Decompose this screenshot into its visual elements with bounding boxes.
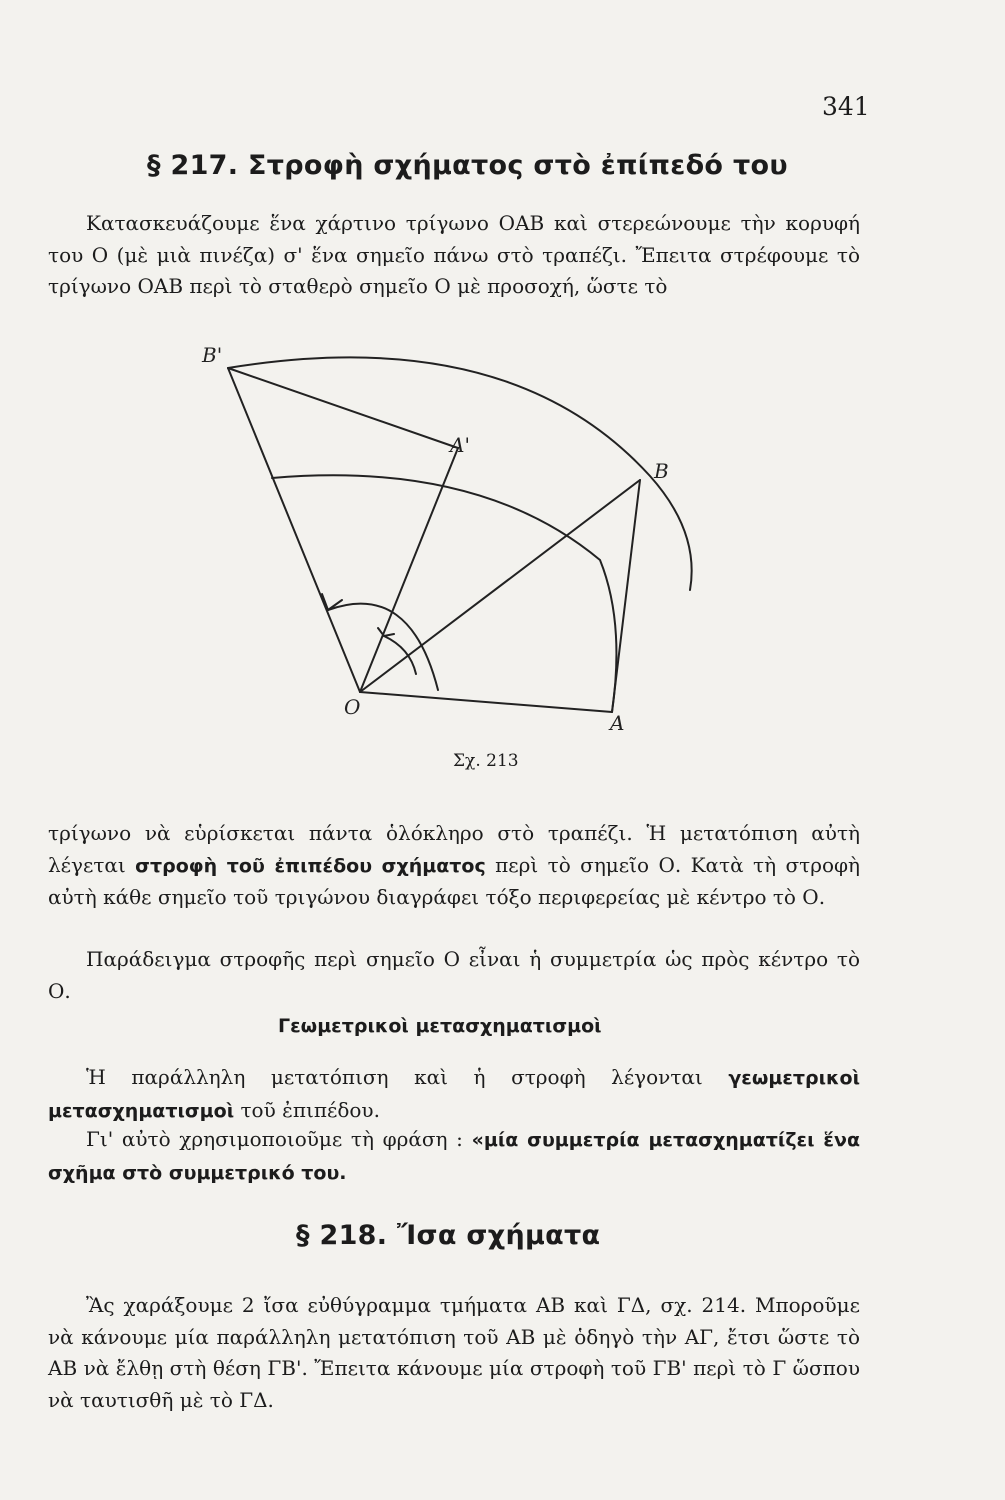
section-218-paragraph-1 [48,1290,860,1416]
page-number: 341 [822,92,870,121]
subsection-paragraph-1 [48,1062,860,1127]
section-217-title: § 217. Στροφὴ σχήματος στὸ ἐπίπεδό του [147,150,788,181]
label-B-prime: B' [202,343,223,367]
label-O: O [344,695,361,719]
segment-OA [360,692,612,712]
label-A: A [610,711,625,735]
figure-213 [180,322,720,742]
paragraph-text: Ἂς χαράξουμε 2 ἴσα εὐθύγραμμα τμήματα ΑΒ καὶ ΓΔ, σχ. 214. Μποροῦμε νὰ κάνουμε μία παράλληλη μετατόπιση τοῦ ΑΒ μὲ ὁδηγὸ τὴν ΑΓ, ἔτσι ὥστε τὸ ΑΒ νὰ ἔλθῃ στὴ θέση ΓΒ'. Ἔπειτα κάνουμε μία στροφὴ τοῦ ΓΒ' περὶ τὸ Γ ὥσπου νὰ ταυτισθῆ μὲ τὸ ΓΔ. [48,1293,860,1412]
figure-caption: Σχ. 213 [453,751,519,771]
paragraph-text: Κατασκευάζουμε ἕνα χάρτινο τρίγωνο ΟΑΒ καὶ στερεώνουμε τὴν κορυφή του Ο (μὲ μιὰ πινέζα) σ' ἕνα σημεῖο πάνω στὸ τραπέζι. Ἔπειτα στρέφουμε τὸ τρίγωνο ΟΑΒ περὶ τὸ σταθερὸ σημεῖο Ο μὲ προσοχή, ὥστε τὸ [48,211,860,298]
rotation-arc-large [328,604,438,690]
label-B: B [654,459,669,483]
rotation-arc-small [384,636,416,674]
paragraph-text: Παράδειγμα στροφῆς περὶ σημεῖο Ο εἶναι ἡ συμμετρία ὡς πρὸς κέντρο τὸ Ο. [48,947,860,1003]
segment-AB [612,480,640,712]
segment-OB-prime [228,368,360,692]
section-218-title: § 218. Ἴσα σχήματα [296,1220,601,1251]
label-A-prime: A' [450,433,470,457]
bold-term: γεωμετρικοὶ μετασχηματισμοὶ [48,1067,860,1122]
paragraph-text: τρίγωνο νὰ εὑρίσκεται πάντα ὁλόκληρο στὸ τραπέζι. Ἡ μετατόπιση αὐτὴ λέγεται [48,821,860,877]
segment-A-prime-B-prime [228,368,458,448]
bold-quote: «μία συμμετρία μετασχηματίζει ἕνα σχῆμα στὸ συμμετρικό του. [48,1129,861,1184]
section-217-paragraph-1 [48,208,860,303]
inner-arc [272,475,616,712]
subsection-title: Γεωμετρικοὶ μετασχηματισμοὶ [278,1015,602,1037]
bold-term: στροφὴ τοῦ ἐπιπέδου σχήματος [135,854,486,877]
paragraph-text: περὶ τὸ σημεῖο Ο. Κατὰ τὴ στροφὴ αὐτὴ κάθε σημεῖο τοῦ τριγώνου διαγράφει τόξο περιφερείας μὲ κέντρο τὸ Ο. [48,852,860,909]
section-217-paragraph-3 [48,944,860,1007]
paragraph-text: τοῦ ἐπιπέδου. [234,1097,380,1122]
subsection-paragraph-2 [48,1124,860,1189]
paragraph-text: Ἡ παράλληλη μετατόπιση καὶ ἡ στροφὴ λέγονται [86,1065,729,1089]
section-217-paragraph-2 [48,818,860,914]
paragraph-text: Γι' αὐτὸ χρησιμοποιοῦμε τὴ φράση : [86,1127,472,1151]
